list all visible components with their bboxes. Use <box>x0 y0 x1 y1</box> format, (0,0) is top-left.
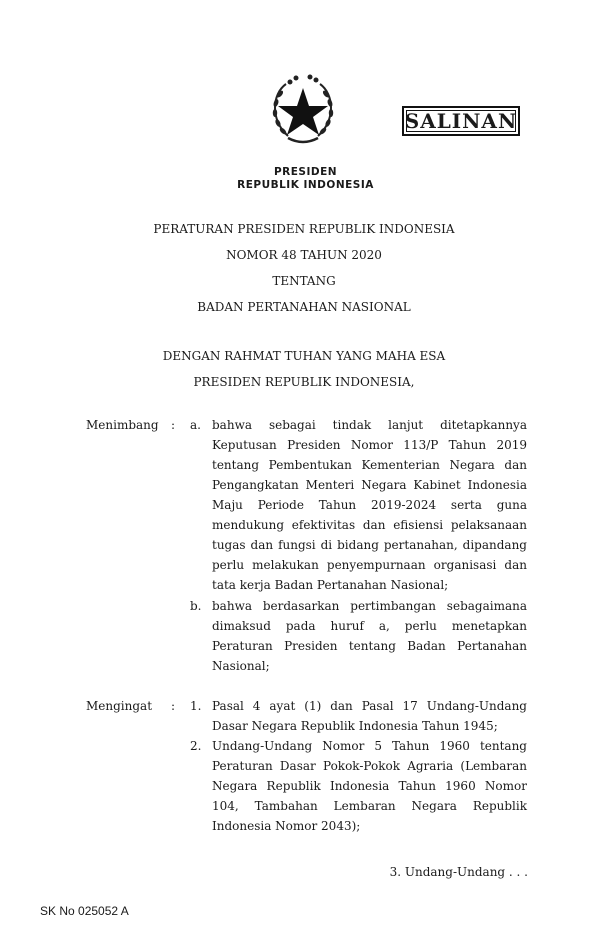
mengingat-item-1-marker: 1. <box>190 699 202 713</box>
document-code: SK No 025052 A <box>40 904 129 918</box>
regulation-subject: BADAN PERTANAHAN NASIONAL <box>197 300 411 314</box>
garuda-star-emblem-icon <box>258 70 348 150</box>
salinan-stamp-text: SALINAN <box>404 109 518 133</box>
president-title: PRESIDEN <box>273 166 338 178</box>
republic-title: REPUBLIK INDONESIA <box>237 179 374 191</box>
mengingat-item-2-text: Undang-Undang Nomor 5 Tahun 1960 tentang Peraturan Dasar Pokok-Pokok Agraria (Lembaran Negara Republik Indonesia Tahun 1960 Nomor 104, Tambahan Lembaran Negara Republik Indonesia Nomor 2043); <box>212 739 527 833</box>
mengingat-item-2-marker: 2. <box>190 739 202 753</box>
opening-line-1: DENGAN RAHMAT TUHAN YANG MAHA ESA <box>162 349 446 363</box>
mengingat-label: Mengingat <box>86 699 153 713</box>
menimbang-item-b-marker: b. <box>190 599 202 613</box>
regulation-tentang: TENTANG <box>272 274 336 288</box>
mengingat-colon: : <box>171 699 176 713</box>
opening-line-2: PRESIDEN REPUBLIK INDONESIA, <box>193 375 415 389</box>
menimbang-colon: : <box>171 418 176 432</box>
regulation-number: NOMOR 48 TAHUN 2020 <box>226 248 382 262</box>
mengingat-item-1-text: Pasal 4 ayat (1) dan Pasal 17 Undang-Undang Dasar Negara Republik Indonesia Tahun 1945; <box>212 699 527 733</box>
continuation-note: 3. Undang-Undang . . . <box>389 865 528 879</box>
menimbang-label: Menimbang <box>86 418 159 432</box>
menimbang-item-b-text: bahwa berdasarkan pertimbangan sebagaimana dimaksud pada huruf a, perlu menetapkan Peraturan Presiden tentang Badan Pertanahan Nasional; <box>212 599 527 673</box>
salinan-stamp <box>402 106 520 136</box>
regulation-title: PERATURAN PRESIDEN REPUBLIK INDONESIA <box>153 222 455 236</box>
menimbang-item-a-text: bahwa sebagai tindak lanjut ditetapkannya Keputusan Presiden Nomor 113/P Tahun 2019 tentang Pembentukan Kementerian Negara dan Pengangkatan Menteri Negara Kabinet Indonesia Maju Periode Tahun 2019-2024 serta guna mendukung efektivitas dan efisiensi pelaksanaan tugas dan fungsi di bidang pertanahan, dipandang perlu melakukan penyempurnaan organisasi dan tata kerja Badan Pertanahan Nasional; <box>212 418 527 592</box>
menimbang-item-a-marker: a. <box>190 418 201 432</box>
